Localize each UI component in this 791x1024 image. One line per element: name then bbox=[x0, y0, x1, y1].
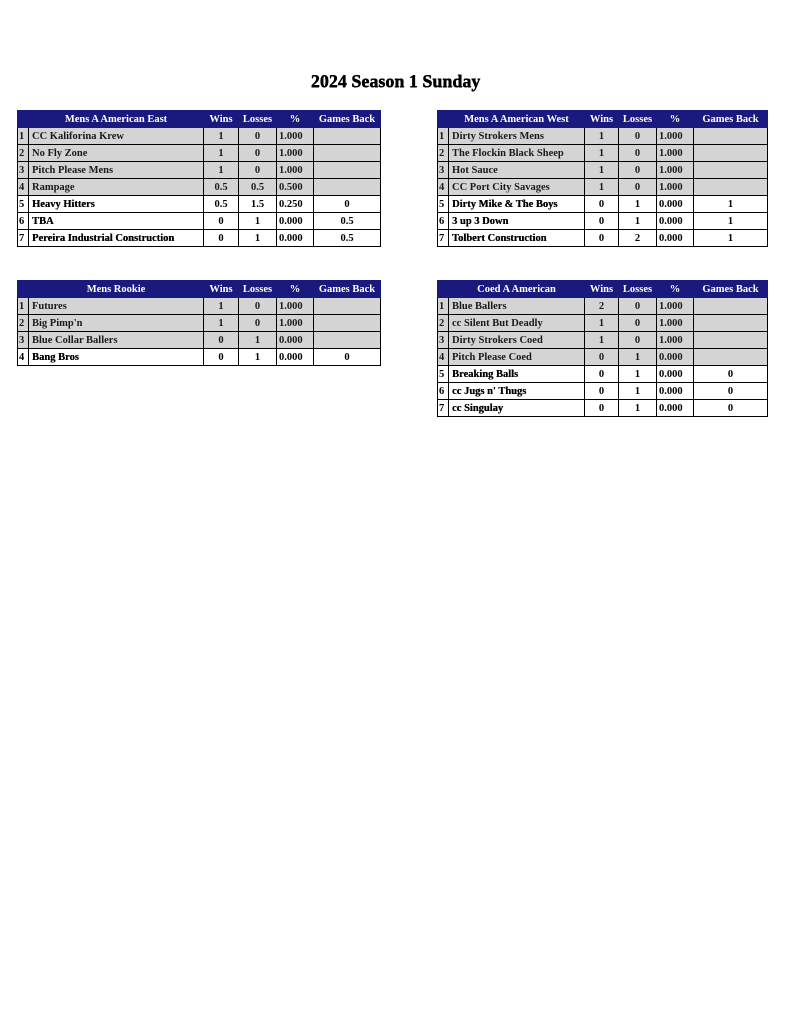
losses-cell: 0 bbox=[619, 162, 657, 179]
games-back-cell: 1 bbox=[694, 213, 768, 230]
losses-cell: 0 bbox=[239, 162, 277, 179]
rank-cell: 1 bbox=[438, 128, 449, 145]
games-back-cell bbox=[314, 128, 381, 145]
pct-header: % bbox=[277, 111, 314, 128]
table-row bbox=[438, 213, 768, 230]
wins-cell: 1 bbox=[204, 162, 239, 179]
table-row bbox=[438, 383, 768, 400]
standings-table-mens-a-american-east bbox=[17, 110, 381, 247]
rank-cell: 7 bbox=[18, 230, 29, 247]
team-name: Bang Bros bbox=[29, 349, 204, 366]
wins-cell: 0 bbox=[585, 400, 619, 417]
losses-header: Losses bbox=[619, 111, 657, 128]
team-name: Pitch Please Coed bbox=[449, 349, 585, 366]
losses-header: Losses bbox=[619, 281, 657, 298]
losses-cell: 0.5 bbox=[239, 179, 277, 196]
rank-cell: 4 bbox=[18, 179, 29, 196]
games-back-cell bbox=[694, 179, 768, 196]
losses-cell: 1 bbox=[619, 196, 657, 213]
table-row bbox=[438, 145, 768, 162]
table-row bbox=[438, 332, 768, 349]
games-back-cell bbox=[694, 128, 768, 145]
games-back-cell: 1 bbox=[694, 196, 768, 213]
games-back-cell bbox=[314, 162, 381, 179]
wins-cell: 1 bbox=[585, 332, 619, 349]
team-name: Blue Collar Ballers bbox=[29, 332, 204, 349]
rank-cell: 2 bbox=[18, 315, 29, 332]
pct-cell: 1.000 bbox=[277, 162, 314, 179]
team-name: No Fly Zone bbox=[29, 145, 204, 162]
rank-cell: 2 bbox=[438, 315, 449, 332]
rank-cell: 2 bbox=[438, 145, 449, 162]
losses-cell: 0 bbox=[619, 145, 657, 162]
table-row bbox=[18, 196, 381, 213]
pct-cell: 0.000 bbox=[277, 213, 314, 230]
table-header-row bbox=[18, 281, 381, 298]
pct-cell: 0.000 bbox=[277, 230, 314, 247]
pct-cell: 1.000 bbox=[657, 162, 694, 179]
division-header: Coed A American bbox=[449, 281, 585, 298]
games-back-cell bbox=[314, 145, 381, 162]
rank-cell: 6 bbox=[18, 213, 29, 230]
wins-cell: 0 bbox=[585, 230, 619, 247]
pct-cell: 0.500 bbox=[277, 179, 314, 196]
wins-cell: 1 bbox=[204, 145, 239, 162]
losses-cell: 0 bbox=[619, 128, 657, 145]
table-row bbox=[438, 179, 768, 196]
wins-cell: 1 bbox=[585, 145, 619, 162]
rank-cell: 4 bbox=[438, 349, 449, 366]
games-back-cell bbox=[694, 349, 768, 366]
table-row bbox=[438, 298, 768, 315]
losses-cell: 0 bbox=[619, 332, 657, 349]
games-back-cell: 0 bbox=[694, 366, 768, 383]
team-name: CC Port City Savages bbox=[449, 179, 585, 196]
table-row bbox=[438, 162, 768, 179]
division-header: Mens A American East bbox=[29, 111, 204, 128]
table-row bbox=[438, 400, 768, 417]
losses-cell: 0 bbox=[619, 315, 657, 332]
games-back-cell: 0.5 bbox=[314, 230, 381, 247]
games-back-cell bbox=[694, 162, 768, 179]
games-back-cell bbox=[694, 145, 768, 162]
pct-cell: 1.000 bbox=[277, 315, 314, 332]
wins-header: Wins bbox=[585, 111, 619, 128]
pct-header: % bbox=[657, 111, 694, 128]
team-name: Breaking Balls bbox=[449, 366, 585, 383]
wins-cell: 1 bbox=[585, 162, 619, 179]
team-name: Big Pimp'n bbox=[29, 315, 204, 332]
table-row bbox=[18, 213, 381, 230]
pct-cell: 0.000 bbox=[277, 349, 314, 366]
pct-cell: 1.000 bbox=[277, 298, 314, 315]
losses-cell: 1.5 bbox=[239, 196, 277, 213]
table-row bbox=[438, 128, 768, 145]
wins-header: Wins bbox=[204, 281, 239, 298]
games-back-cell: 0 bbox=[314, 349, 381, 366]
table-row bbox=[18, 128, 381, 145]
team-name: Blue Ballers bbox=[449, 298, 585, 315]
wins-cell: 1 bbox=[585, 179, 619, 196]
table-row bbox=[18, 145, 381, 162]
rank-cell: 4 bbox=[18, 349, 29, 366]
losses-cell: 0 bbox=[239, 315, 277, 332]
rank-cell: 7 bbox=[438, 230, 449, 247]
losses-cell: 1 bbox=[619, 213, 657, 230]
table-row bbox=[18, 349, 381, 366]
wins-cell: 2 bbox=[585, 298, 619, 315]
games-back-cell bbox=[694, 315, 768, 332]
wins-cell: 1 bbox=[204, 298, 239, 315]
losses-cell: 0 bbox=[619, 179, 657, 196]
losses-cell: 0 bbox=[239, 128, 277, 145]
games-back-cell bbox=[314, 298, 381, 315]
team-name: 3 up 3 Down bbox=[449, 213, 585, 230]
wins-cell: 0 bbox=[585, 349, 619, 366]
pct-cell: 0.000 bbox=[657, 349, 694, 366]
table-header-row bbox=[18, 111, 381, 128]
wins-cell: 0.5 bbox=[204, 196, 239, 213]
pct-cell: 1.000 bbox=[277, 128, 314, 145]
wins-cell: 0 bbox=[585, 196, 619, 213]
wins-cell: 0 bbox=[204, 332, 239, 349]
pct-cell: 0.250 bbox=[277, 196, 314, 213]
table-row bbox=[438, 366, 768, 383]
division-header: Mens A American West bbox=[449, 111, 585, 128]
wins-header: Wins bbox=[585, 281, 619, 298]
rank-cell: 4 bbox=[438, 179, 449, 196]
team-name: Pitch Please Mens bbox=[29, 162, 204, 179]
pct-cell: 0.000 bbox=[657, 213, 694, 230]
wins-cell: 0.5 bbox=[204, 179, 239, 196]
losses-cell: 1 bbox=[619, 383, 657, 400]
table-row bbox=[18, 179, 381, 196]
table-row bbox=[438, 230, 768, 247]
losses-header: Losses bbox=[239, 111, 277, 128]
table-row bbox=[18, 332, 381, 349]
wins-cell: 1 bbox=[204, 315, 239, 332]
losses-cell: 1 bbox=[619, 366, 657, 383]
games-back-header: Games Back bbox=[314, 281, 381, 298]
wins-cell: 0 bbox=[585, 213, 619, 230]
pct-cell: 1.000 bbox=[657, 315, 694, 332]
losses-header: Losses bbox=[239, 281, 277, 298]
games-back-cell bbox=[694, 298, 768, 315]
team-name: CC Kaliforina Krew bbox=[29, 128, 204, 145]
pct-header: % bbox=[277, 281, 314, 298]
rank-cell: 3 bbox=[18, 162, 29, 179]
wins-header: Wins bbox=[204, 111, 239, 128]
losses-cell: 0 bbox=[239, 145, 277, 162]
wins-cell: 0 bbox=[585, 366, 619, 383]
rank-cell: 5 bbox=[438, 196, 449, 213]
games-back-cell: 0 bbox=[694, 383, 768, 400]
standings-table-mens-a-american-west bbox=[437, 110, 768, 247]
rank-header bbox=[18, 281, 29, 298]
wins-cell: 0 bbox=[204, 213, 239, 230]
table-row bbox=[18, 162, 381, 179]
rank-cell: 3 bbox=[18, 332, 29, 349]
division-header: Mens Rookie bbox=[29, 281, 204, 298]
wins-cell: 1 bbox=[585, 128, 619, 145]
rank-cell: 1 bbox=[18, 298, 29, 315]
rank-cell: 1 bbox=[438, 298, 449, 315]
rank-cell: 5 bbox=[438, 366, 449, 383]
games-back-cell: 0 bbox=[314, 196, 381, 213]
losses-cell: 1 bbox=[239, 213, 277, 230]
rank-cell: 6 bbox=[438, 213, 449, 230]
team-name: Futures bbox=[29, 298, 204, 315]
games-back-header: Games Back bbox=[694, 281, 768, 298]
rank-cell: 5 bbox=[18, 196, 29, 213]
rank-cell: 3 bbox=[438, 332, 449, 349]
games-back-cell: 0.5 bbox=[314, 213, 381, 230]
pct-cell: 0.000 bbox=[657, 196, 694, 213]
standings-table-mens-rookie bbox=[17, 280, 381, 366]
games-back-cell bbox=[314, 332, 381, 349]
rank-cell: 7 bbox=[438, 400, 449, 417]
rank-cell: 1 bbox=[18, 128, 29, 145]
pct-cell: 0.000 bbox=[277, 332, 314, 349]
pct-cell: 0.000 bbox=[657, 230, 694, 247]
pct-cell: 1.000 bbox=[657, 332, 694, 349]
pct-cell: 1.000 bbox=[657, 128, 694, 145]
team-name: cc Jugs n' Thugs bbox=[449, 383, 585, 400]
games-back-cell: 1 bbox=[694, 230, 768, 247]
games-back-cell bbox=[694, 332, 768, 349]
table-row bbox=[438, 315, 768, 332]
losses-cell: 2 bbox=[619, 230, 657, 247]
pct-cell: 1.000 bbox=[657, 179, 694, 196]
wins-cell: 1 bbox=[585, 315, 619, 332]
losses-cell: 1 bbox=[619, 349, 657, 366]
table-row bbox=[18, 315, 381, 332]
losses-cell: 0 bbox=[239, 298, 277, 315]
pct-header: % bbox=[657, 281, 694, 298]
table-row bbox=[18, 230, 381, 247]
wins-cell: 0 bbox=[204, 349, 239, 366]
games-back-cell bbox=[314, 315, 381, 332]
team-name: Dirty Strokers Mens bbox=[449, 128, 585, 145]
pct-cell: 0.000 bbox=[657, 383, 694, 400]
standings-table-coed-a-american bbox=[437, 280, 768, 417]
table-header-row bbox=[438, 281, 768, 298]
page-title: 2024 Season 1 Sunday bbox=[310, 71, 481, 91]
wins-cell: 0 bbox=[585, 383, 619, 400]
losses-cell: 1 bbox=[239, 230, 277, 247]
losses-cell: 1 bbox=[239, 332, 277, 349]
pct-cell: 0.000 bbox=[657, 366, 694, 383]
team-name: The Flockin Black Sheep bbox=[449, 145, 585, 162]
team-name: Pereira Industrial Construction bbox=[29, 230, 204, 247]
games-back-header: Games Back bbox=[314, 111, 381, 128]
team-name: Dirty Strokers Coed bbox=[449, 332, 585, 349]
games-back-header: Games Back bbox=[694, 111, 768, 128]
table-row bbox=[438, 196, 768, 213]
losses-cell: 1 bbox=[619, 400, 657, 417]
team-name: cc Silent But Deadly bbox=[449, 315, 585, 332]
team-name: Rampage bbox=[29, 179, 204, 196]
team-name: Tolbert Construction bbox=[449, 230, 585, 247]
table-header-row bbox=[438, 111, 768, 128]
wins-cell: 0 bbox=[204, 230, 239, 247]
losses-cell: 0 bbox=[619, 298, 657, 315]
pct-cell: 1.000 bbox=[277, 145, 314, 162]
rank-header bbox=[438, 111, 449, 128]
games-back-cell: 0 bbox=[694, 400, 768, 417]
table-row bbox=[438, 349, 768, 366]
rank-cell: 2 bbox=[18, 145, 29, 162]
wins-cell: 1 bbox=[204, 128, 239, 145]
team-name: Heavy Hitters bbox=[29, 196, 204, 213]
losses-cell: 1 bbox=[239, 349, 277, 366]
rank-header bbox=[18, 111, 29, 128]
pct-cell: 1.000 bbox=[657, 298, 694, 315]
team-name: Hot Sauce bbox=[449, 162, 585, 179]
pct-cell: 0.000 bbox=[657, 400, 694, 417]
rank-cell: 3 bbox=[438, 162, 449, 179]
team-name: cc Singulay bbox=[449, 400, 585, 417]
pct-cell: 1.000 bbox=[657, 145, 694, 162]
rank-header bbox=[438, 281, 449, 298]
rank-cell: 6 bbox=[438, 383, 449, 400]
table-row bbox=[18, 298, 381, 315]
team-name: TBA bbox=[29, 213, 204, 230]
games-back-cell bbox=[314, 179, 381, 196]
team-name: Dirty Mike & The Boys bbox=[449, 196, 585, 213]
